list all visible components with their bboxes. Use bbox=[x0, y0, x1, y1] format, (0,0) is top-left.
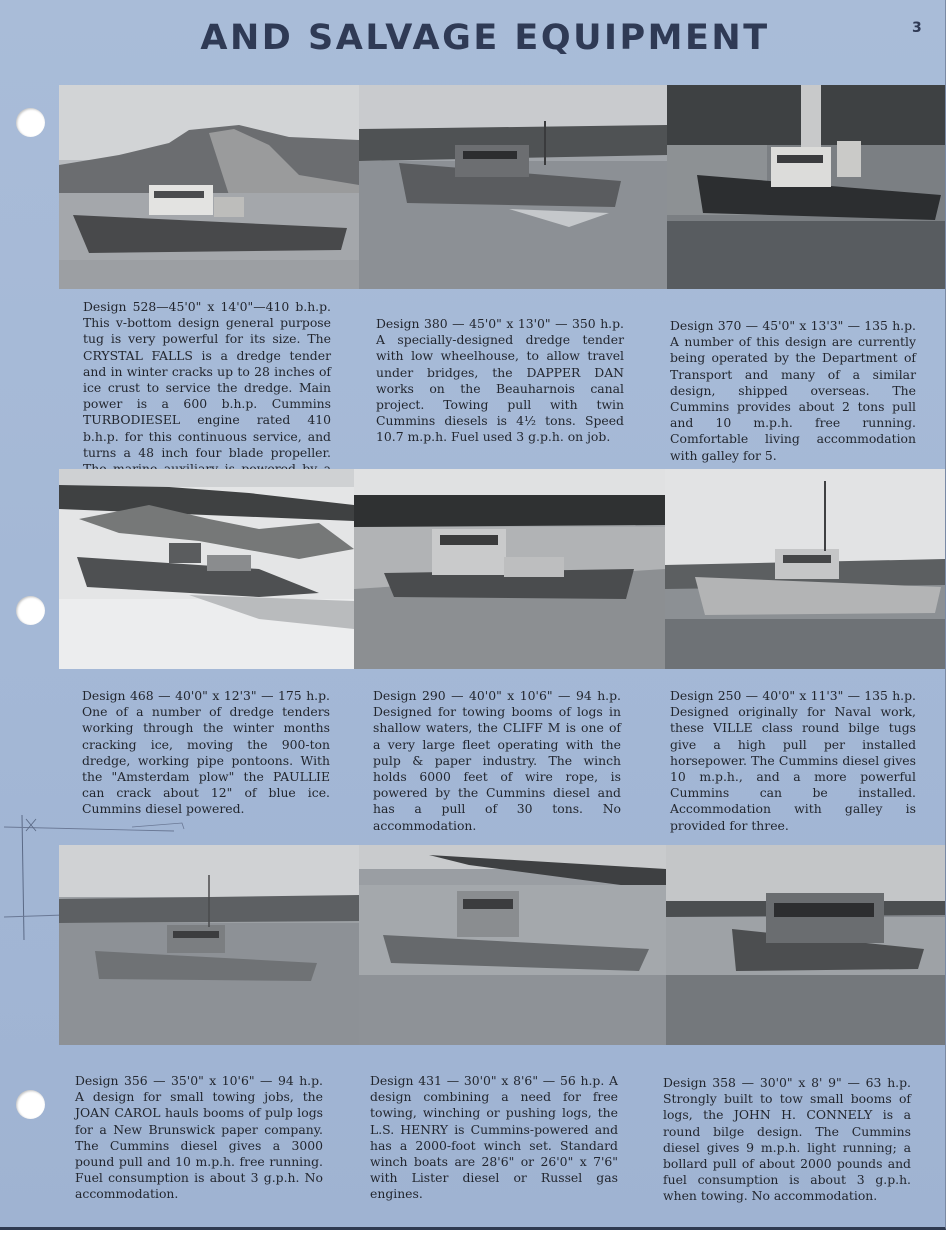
photo-dapper-dan bbox=[359, 85, 667, 289]
caption-design-290: Design 290 — 40'0" x 10'6" — 94 h.p. Designed for towing booms of logs in shallow waters, the CLIFF M is one of a very large fleet operating with the pulp & paper industry. The winch holds 6000 feet of wire rope, is powered by the Cummins diesel and has a pull of 30 tons. No accommodation. bbox=[373, 688, 621, 833]
photo-crystal-falls bbox=[59, 85, 359, 289]
caption-design-250: Design 250 — 40'0" x 11'3" — 135 h.p. Designed originally for Naval work, these VILLE class round bilge tugs give a high pull per installed horsepower. The Cummins diesel gives 10 m.p.h., and a more powerful Cummins can be installed. Accommodation with galley is provided for three. bbox=[670, 688, 916, 833]
caption-design-370: Design 370 — 45'0" x 13'3" — 135 h.p. A number of this design are currently being operated by the Department of Transport and many of a similar design, shipped overseas. The Cummins provides about 2 tons pull and 10 m.p.h. free running. Comfortable living accommodation with galley for 5. bbox=[670, 318, 916, 463]
photo-row-1 bbox=[59, 85, 945, 289]
photo-row-2 bbox=[59, 469, 945, 669]
caption-design-356: Design 356 — 35'0" x 10'6" — 94 h.p. A design for small towing jobs, the JOAN CAROL hauls booms of pulp logs for a New Brunswick paper company. The Cummins diesel gives a 3000 pound pull and 10 m.p.h. free running. Fuel consumption is about 3 g.p.h. No accommodation. bbox=[75, 1073, 323, 1202]
photo-cliff-m bbox=[354, 469, 665, 669]
caption-design-358: Design 358 — 30'0" x 8' 9" — 63 h.p. Strongly built to tow small booms of logs, the JOHN H. CONNELY is a round bilge design. The Cummins diesel gives 9 m.p.h. light running; a bollard pull of about 2000 pounds and fuel consumption is about 3 g.p.h. when towing. No accommodation. bbox=[663, 1075, 911, 1204]
punch-hole bbox=[16, 1090, 45, 1119]
caption-design-431: Design 431 — 30'0" x 8'6" — 56 h.p. A design combining a need for free towing, winching or pushing logs, the L.S. HENRY is Cummins-powered and has a 2000-foot winch set. Standard winch boats are 28'6" or 26'0" x 7'6" with Lister diesel or Russel gas engines. bbox=[370, 1073, 618, 1202]
page-number: 3 bbox=[912, 20, 922, 36]
punch-hole bbox=[16, 596, 45, 625]
caption-design-528: Design 528—45'0" x 14'0"—410 b.h.p. This v-bottom design general purpose tug is very powerful for its size. The CRYSTAL FALLS is a dredge tender and in winter cracks up to 28 inches of ice crust to service the dredge. Main power is a 600 b.h.p. Cummins TURBODIESEL engine rated 410 b.h.p. for this continuous service, and turns a 48 inch four blade propeller. bbox=[83, 299, 331, 460]
page-title: AND SALVAGE EQUIPMENT bbox=[200, 18, 770, 58]
photo-design-370 bbox=[667, 85, 945, 289]
caption-design-468: Design 468 — 40'0" x 12'3" — 175 h.p. One of a number of dredge tenders working through the winter months cracking ice, moving the 900-ton dredge, working pipe pontoons. With the "Amsterdam plow" the PAULLIE can crack about 12" of blue ice. Cummins diesel powered. bbox=[82, 688, 330, 817]
photo-paullie bbox=[59, 469, 354, 669]
photo-ville-class bbox=[665, 469, 945, 669]
punch-hole bbox=[16, 108, 45, 137]
caption-design-380: Design 380 — 45'0" x 13'0" — 350 h.p. A specially-designed dredge tender with low wheelhouse, to allow travel under bridges, the DAPPER DAN works on the Beauharnois canal project. Towing pull with twin Cummins diesels is 4½ tons. Speed 10.7 m.p.h. Fuel used 3 g.p.h. on job. bbox=[376, 316, 624, 445]
photo-row-3 bbox=[59, 845, 945, 1045]
photo-ls-henry bbox=[359, 845, 666, 1045]
photo-joan-carol bbox=[59, 845, 359, 1045]
photo-john-h-connely bbox=[666, 845, 945, 1045]
